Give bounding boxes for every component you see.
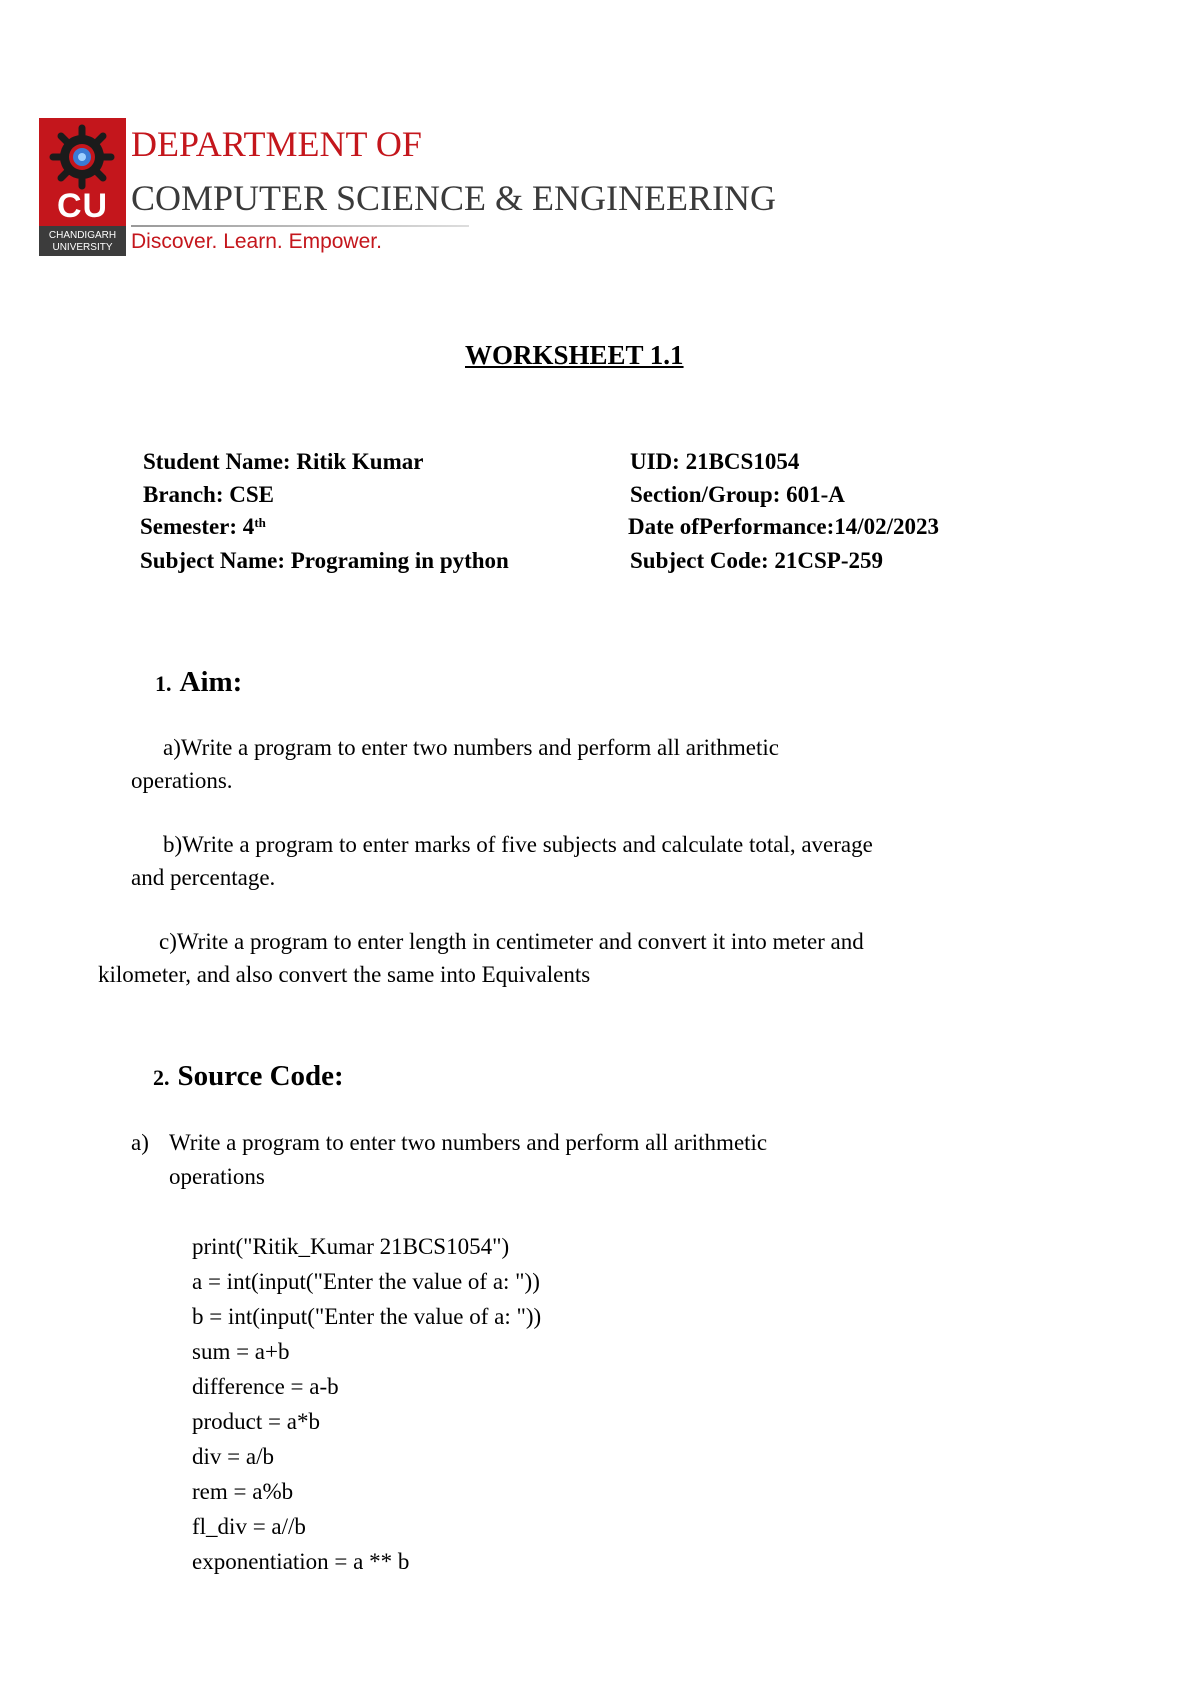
code-line: difference = a-b (192, 1374, 339, 1399)
code-line: rem = a%b (192, 1479, 294, 1504)
source-item-label: a) (131, 1130, 149, 1155)
header-divider (131, 225, 469, 227)
code-line: a = int(input("Enter the value of a: ")) (192, 1269, 540, 1294)
subject-name: Subject Name: Programing in python (140, 548, 509, 573)
source-item-line-1: Write a program to enter two numbers and perform all arithmetic (169, 1130, 768, 1155)
subject-code: Subject Code: 21CSP-259 (630, 548, 883, 573)
code-line: b = int(input("Enter the value of a: ")) (192, 1304, 542, 1329)
aim-c-line-2: kilometer, and also convert the same into Equivalents (98, 962, 591, 987)
semester-text: Semester: 4 (140, 514, 255, 539)
code-line: sum = a+b (192, 1339, 290, 1364)
code-line: div = a/b (192, 1444, 274, 1469)
aim-b-line-2: and percentage. (131, 865, 276, 890)
code-line: product = a*b (192, 1409, 320, 1434)
source-item-line-2: operations (169, 1164, 265, 1189)
logo-university-name: CHANDIGARH UNIVERSITY (39, 226, 126, 256)
worksheet-title: WORKSHEET 1.1 (465, 340, 684, 370)
semester (140, 512, 266, 542)
aim-heading (155, 664, 242, 702)
department-line-1: DEPARTMENT OF (131, 124, 422, 164)
date-of-performance: Date ofPerformance:14/02/2023 (628, 514, 940, 539)
semester-suffix: th (254, 515, 266, 530)
logo-initials: CU (56, 187, 109, 225)
aim-a-line-2: operations. (131, 768, 233, 793)
aim-a-line-1: a)Write a program to enter two numbers and perform all arithmetic (163, 735, 780, 760)
university-emblem-icon (49, 124, 115, 190)
aim-b-line-1: b)Write a program to enter marks of five subjects and calculate total, average (163, 832, 873, 857)
code-line: print("Ritik_Kumar 21BCS1054") (192, 1234, 510, 1259)
university-logo (39, 118, 126, 256)
department-line-2: COMPUTER SCIENCE & ENGINEERING (131, 178, 776, 218)
aim-heading-text: Aim: (179, 666, 243, 698)
code-line: fl_div = a//b (192, 1514, 306, 1539)
aim-c-line-1: c)Write a program to enter length in centimeter and convert it into meter and (159, 929, 864, 954)
section-group: Section/Group: 601-A (630, 482, 845, 507)
student-name: Student Name: Ritik Kumar (143, 449, 424, 474)
branch: Branch: CSE (143, 482, 274, 507)
source-code-heading-text: Source Code: (177, 1060, 344, 1092)
source-code-heading (153, 1058, 344, 1096)
source-code-number: 2. (153, 1065, 170, 1090)
student-uid: UID: 21BCS1054 (630, 449, 800, 474)
aim-number: 1. (155, 671, 172, 696)
tagline: Discover. Learn. Empower. (131, 230, 382, 253)
code-line: exponentiation = a ** b (192, 1549, 410, 1574)
